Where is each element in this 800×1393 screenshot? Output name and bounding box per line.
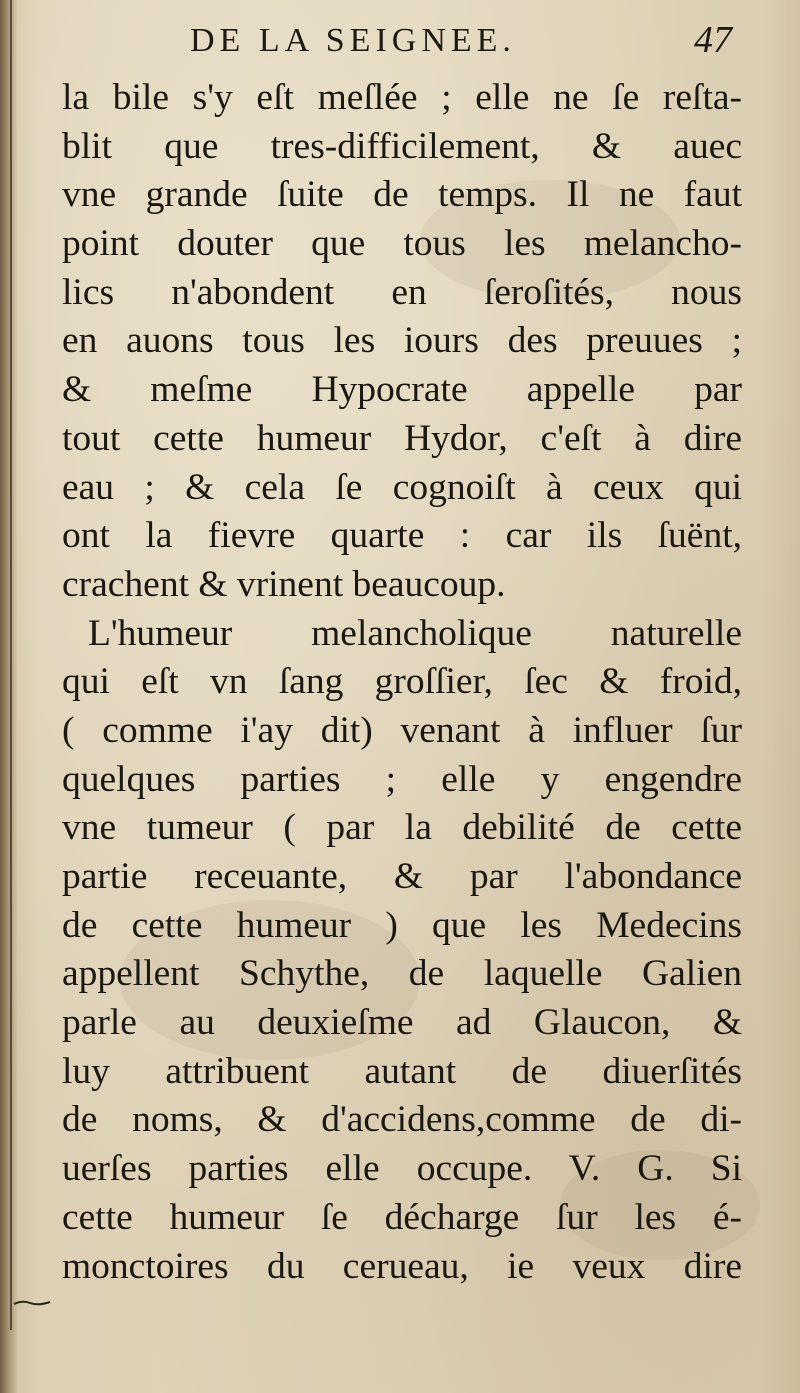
- text-line: qui eſt vn ſang groſſier, ſec & froid,: [62, 661, 742, 703]
- text-line: de noms, & d'accidens,comme de di-: [62, 1099, 742, 1141]
- text-line: quelques parties ; elle y engendre: [62, 758, 742, 800]
- text-line: de cette humeur ) que les Medecins: [62, 904, 742, 946]
- page-number: 47: [694, 19, 732, 61]
- text-line: vne grande ſuite de temps. Il ne faut: [62, 174, 742, 216]
- text-line: cette humeur ſe décharge ſur les é-: [62, 1196, 742, 1238]
- text-line: appellent Schythe, de laquelle Galien: [62, 953, 742, 995]
- text-line: point douter que tous les melancho-: [62, 223, 742, 265]
- binding-line: [10, 0, 12, 1330]
- text-line: parle au deuxieſme ad Glaucon, &: [62, 1002, 742, 1044]
- text-line: vne tumeur ( par la debilité de cette: [62, 807, 742, 849]
- text-line: uerſes parties elle occupe. V. G. Si: [62, 1148, 742, 1190]
- text-line: ( comme i'ay dit) venant à influer ſur: [62, 709, 742, 751]
- binding-edge: [0, 0, 18, 1393]
- text-line: L'humeur melancholique naturelle: [88, 612, 742, 654]
- text-line: luy attribuent autant de diuerſités: [62, 1050, 742, 1092]
- text-line: blit que tres-difficilement, & auec: [62, 125, 742, 167]
- body-text: [62, 74, 742, 1291]
- text-line: la bile s'y eſt meſlée ; elle ne ſe reſta-: [62, 77, 742, 118]
- text-line: en auons tous les iours des preuues ;: [62, 320, 742, 362]
- text-line: lics n'abondent en ſeroſités, nous: [62, 271, 742, 313]
- text-line: ont la fievre quarte : car ils ſuënt,: [62, 515, 742, 557]
- running-head: DE LA SEIGNEE.: [190, 22, 516, 59]
- ink-mark: [12, 1298, 52, 1308]
- text-line: eau ; & cela ſe cognoiſt à ceux qui: [62, 466, 742, 508]
- text-line: partie receuante, & par l'abondance: [62, 856, 742, 897]
- text-line: tout cette humeur Hydor, c'eſt à dire: [62, 417, 742, 459]
- text-line: & meſme Hypocrate appelle par: [62, 369, 742, 411]
- text-line: crachent & vrinent beaucoup.: [62, 563, 506, 605]
- page-header: [190, 19, 740, 72]
- text-line: monctoires du cerueau, ie veux dire: [62, 1245, 742, 1287]
